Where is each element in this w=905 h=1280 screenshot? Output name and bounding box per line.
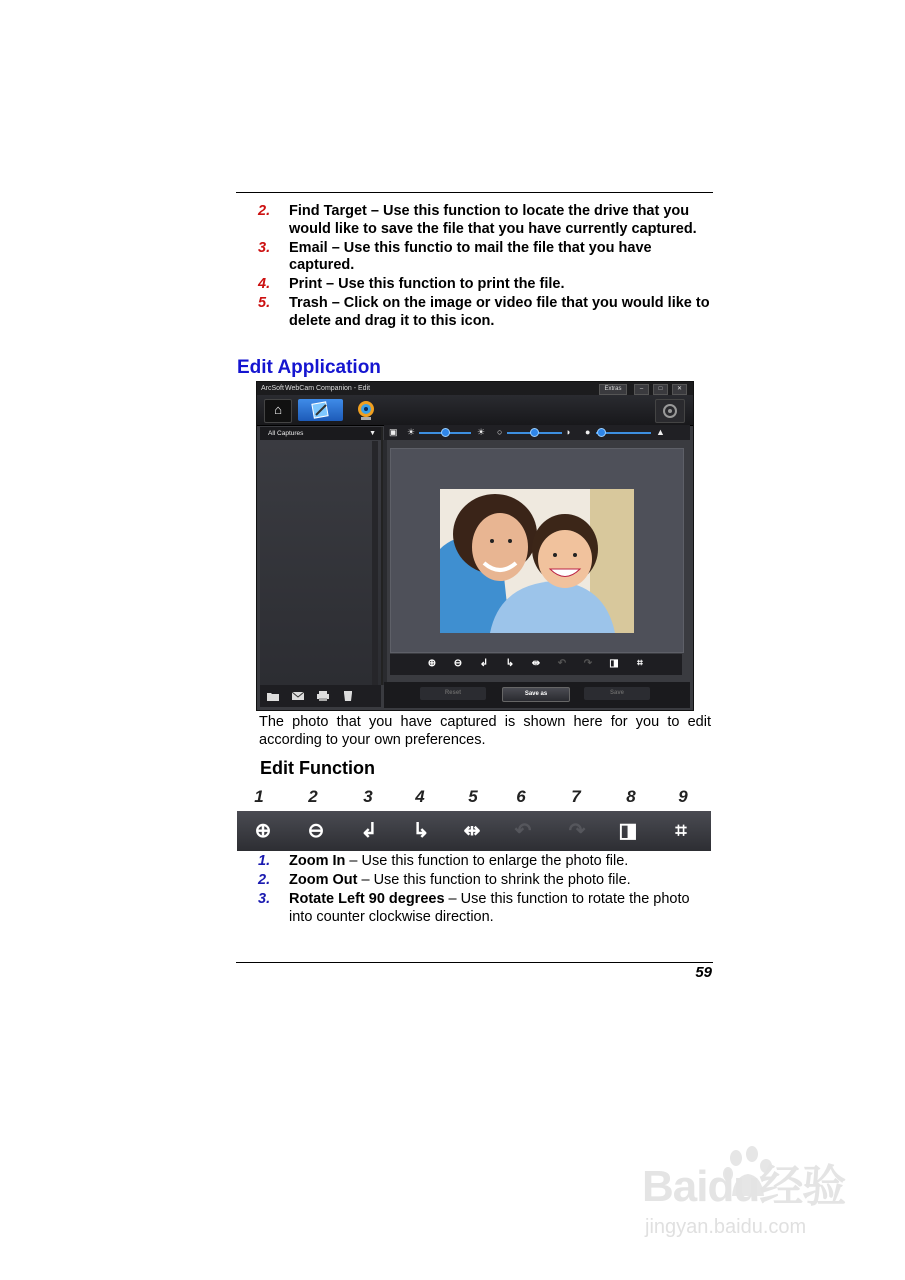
adjustment-bar [384,425,690,440]
watermark-logo: Baidu经验 [642,1162,846,1211]
page-number: 59 [695,964,712,981]
splitter-handle[interactable] [383,440,387,685]
captures-actions [260,685,381,707]
footer-rule [236,962,713,963]
contrast-high-icon: ◑ [565,427,571,437]
maximize-button[interactable]: □ [653,384,668,395]
edit-mode-button[interactable] [298,399,343,421]
top-list [258,203,713,332]
folder-icon[interactable] [266,690,280,702]
list-item: 5. Trash – Click on the image or video file that you would like to delete and drag it to this icon. [258,295,710,329]
list-item: 2. Find Target – Use this function to locate the drive that you would like to save the file that you have currently captured. [258,203,697,237]
rotate-left-icon[interactable]: ↲ [479,658,489,669]
chevron-down-icon: ▼ [369,430,376,437]
zoom-in-icon: ⊕ [254,820,272,842]
undo-icon[interactable]: ↶ [557,658,567,669]
captures-dropdown[interactable] [260,427,381,440]
bottom-list [258,853,713,928]
contrast-low-icon: ○ [497,427,503,437]
captured-photo [440,489,634,633]
list-item: 3. Email – Use this functio to mail the file that you have captured. [258,239,652,273]
edit-application-heading: Edit Application [237,357,381,378]
zoom-out-icon[interactable]: ⊖ [453,658,463,669]
edit-icon [298,399,343,421]
main-toolbar [257,395,693,426]
strip-number: 3 [363,787,373,806]
captures-pane[interactable] [260,427,383,685]
strip-number: 7 [571,787,581,806]
extras-button[interactable]: Extras [599,384,627,395]
saturation-high-icon: ▲ [656,427,665,437]
undo-icon: ↶ [514,820,532,842]
email-icon[interactable] [291,690,305,702]
crop-icon: ⌗ [675,820,687,842]
brightness-low-icon: ☀ [407,427,416,437]
strip-number: 2 [308,787,318,806]
watermark-url: jingyan.baidu.com [645,1216,807,1238]
strip-number: 5 [468,787,478,806]
rotate-right-icon[interactable]: ↳ [505,658,515,669]
brand-label: ArcSoft [261,385,284,392]
webcam-icon [351,399,381,421]
strip-number: 4 [415,787,425,806]
strip-number: 9 [678,787,688,806]
save-as-button[interactable]: Save as [502,687,570,702]
flip-icon[interactable]: ⇹ [531,658,541,669]
crop-icon[interactable]: ⌗ [637,658,643,669]
edit-function-heading: Edit Function [260,758,375,778]
settings-icon [656,400,684,422]
edit-toolbar [390,654,682,675]
strip-number: 6 [516,787,526,806]
title-bar [257,382,693,395]
rotate-left-icon: ↲ [360,820,378,842]
auto-enhance-icon[interactable]: ▣ [389,427,398,437]
dropdown-label: All Captures [268,430,304,437]
photo-canvas[interactable] [390,448,684,653]
list-item: 1. Zoom In – Use this function to enlarge the photo file. [258,853,629,869]
home-button[interactable] [264,399,292,423]
settings-button[interactable] [655,399,685,423]
header-rule [236,192,713,193]
brightness-slider-thumb[interactable] [441,428,450,437]
saturation-slider-thumb[interactable] [597,428,606,437]
list-item: 3. Rotate Left 90 degrees – Use this function to rotate the photo into counter clockwise direction. [258,891,690,925]
home-icon: ⌂ [274,402,282,417]
photo-caption: The photo that you have captured is shown here for you to edit according to your own preferences. [259,714,711,748]
saturation-low-icon: ● [585,427,591,437]
fit-icon[interactable]: ◨ [609,658,619,669]
action-bar [384,682,690,708]
webcam-button[interactable] [351,399,381,421]
fit-icon: ◨ [618,820,638,842]
minimize-button[interactable]: – [634,384,649,395]
window-title: WebCam Companion - Edit [285,385,371,392]
strip-number: 8 [626,787,636,806]
print-icon[interactable] [316,690,330,702]
redo-icon: ↷ [568,820,586,842]
brightness-high-icon: ☀ [477,427,486,437]
trash-icon[interactable] [341,690,355,702]
redo-icon[interactable]: ↷ [583,658,593,669]
edit-function-strip [237,811,711,851]
save-button[interactable]: Save [584,687,650,700]
list-item: 4. Print – Use this function to print the file. [258,276,565,292]
zoom-out-icon: ⊖ [307,820,325,842]
pane-scrollbar[interactable] [372,441,378,685]
strip-number: 1 [254,787,264,806]
zoom-in-icon[interactable]: ⊕ [427,658,437,669]
contrast-slider-thumb[interactable] [530,428,539,437]
app-window [256,381,694,711]
close-button[interactable]: ✕ [672,384,687,395]
list-item: 2. Zoom Out – Use this function to shrink the photo file. [258,872,631,888]
flip-icon: ⇹ [463,820,481,842]
reset-button[interactable]: Reset [420,687,486,700]
rotate-right-icon: ↳ [412,820,430,842]
